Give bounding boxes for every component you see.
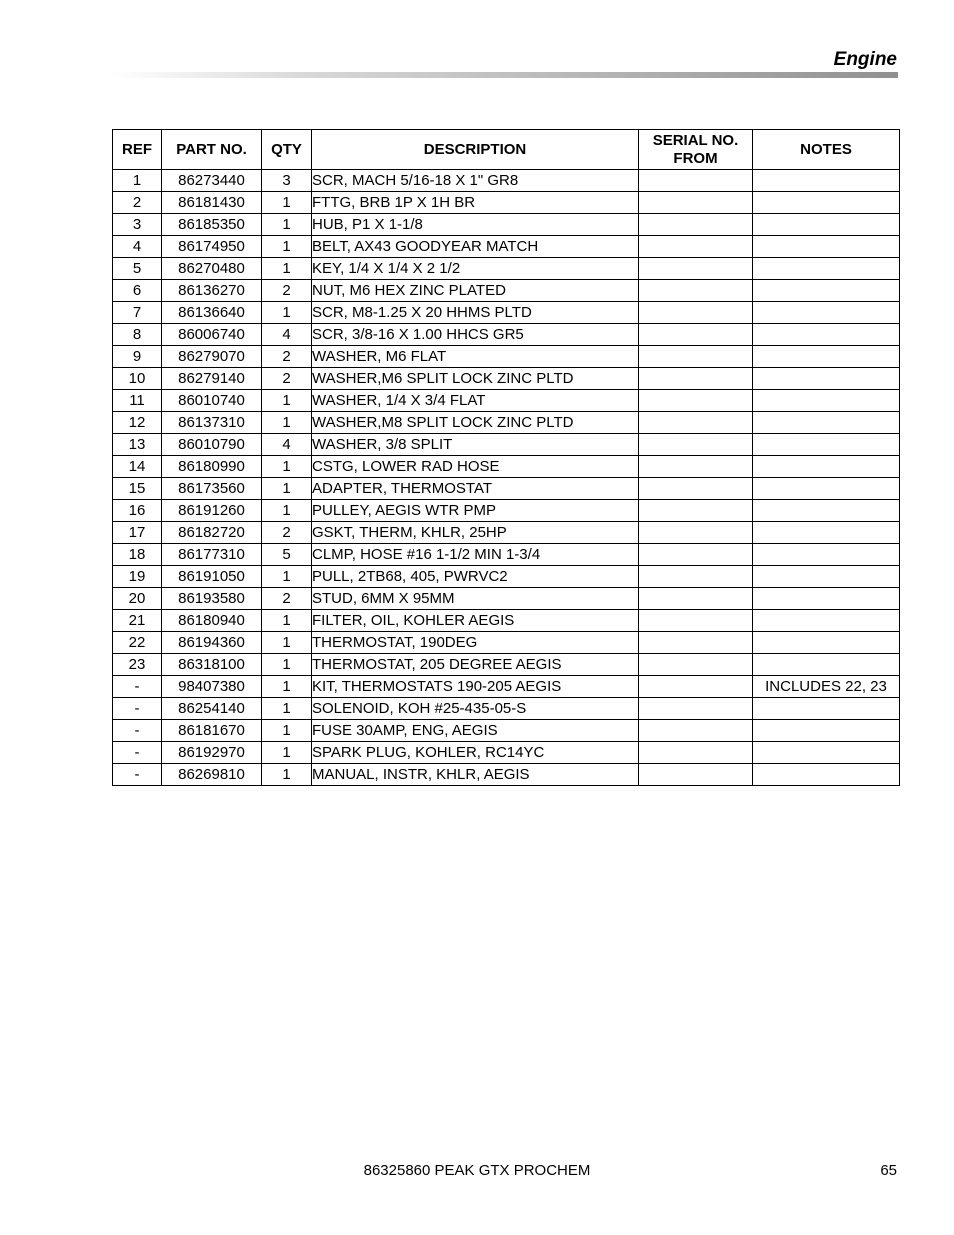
table-row [113,654,900,676]
table-row [113,720,900,742]
cell-serial-no-from [639,214,753,236]
cell-qty: 2 [262,280,312,302]
cell-qty: 2 [262,368,312,390]
cell-ref: 3 [113,214,162,236]
cell-ref: 12 [113,412,162,434]
cell-serial-no-from [639,280,753,302]
cell-serial-no-from [639,368,753,390]
cell-notes [753,632,900,654]
col-header-serial-no-from: SERIAL NO. FROM [639,130,753,170]
cell-qty: 1 [262,236,312,258]
cell-qty: 5 [262,544,312,566]
cell-serial-no-from [639,698,753,720]
cell-description: FUSE 30AMP, ENG, AEGIS [312,720,639,742]
cell-description: MANUAL, INSTR, KHLR, AEGIS [312,764,639,786]
cell-qty: 1 [262,566,312,588]
cell-description: BELT, AX43 GOODYEAR MATCH [312,236,639,258]
cell-ref: 14 [113,456,162,478]
cell-part-no: 86194360 [162,632,262,654]
cell-part-no: 86181430 [162,192,262,214]
cell-part-no: 86191260 [162,500,262,522]
table-row [113,522,900,544]
cell-part-no: 86173560 [162,478,262,500]
cell-notes [753,280,900,302]
cell-part-no: 86136270 [162,280,262,302]
cell-serial-no-from [639,346,753,368]
cell-part-no: 86279140 [162,368,262,390]
cell-ref: - [113,676,162,698]
cell-notes [753,566,900,588]
cell-ref: 11 [113,390,162,412]
table-row [113,676,900,698]
cell-description: FILTER, OIL, KOHLER AEGIS [312,610,639,632]
cell-serial-no-from [639,324,753,346]
cell-description: STUD, 6MM X 95MM [312,588,639,610]
cell-part-no: 86193580 [162,588,262,610]
table-row [113,698,900,720]
cell-qty: 1 [262,214,312,236]
cell-qty: 2 [262,588,312,610]
col-header-part-no: PART NO. [162,130,262,170]
cell-serial-no-from [639,456,753,478]
cell-part-no: 98407380 [162,676,262,698]
cell-description: ADAPTER, THERMOSTAT [312,478,639,500]
cell-part-no: 86180990 [162,456,262,478]
cell-notes [753,456,900,478]
cell-part-no: 86192970 [162,742,262,764]
cell-qty: 1 [262,302,312,324]
table-row [113,478,900,500]
cell-notes: INCLUDES 22, 23 [753,676,900,698]
cell-description: WASHER, 3/8 SPLIT [312,434,639,456]
cell-serial-no-from [639,236,753,258]
cell-description: FTTG, BRB 1P X 1H BR [312,192,639,214]
cell-notes [753,742,900,764]
table-row [113,346,900,368]
col-header-description: DESCRIPTION [312,130,639,170]
cell-notes [753,588,900,610]
cell-part-no: 86182720 [162,522,262,544]
cell-description: SCR, 3/8-16 X 1.00 HHCS GR5 [312,324,639,346]
cell-serial-no-from [639,522,753,544]
cell-description: WASHER,M6 SPLIT LOCK ZINC PLTD [312,368,639,390]
cell-description: KEY, 1/4 X 1/4 X 2 1/2 [312,258,639,280]
cell-notes [753,170,900,192]
cell-part-no: 86269810 [162,764,262,786]
cell-ref: 16 [113,500,162,522]
cell-serial-no-from [639,654,753,676]
cell-ref: - [113,698,162,720]
table-row [113,456,900,478]
table-row [113,214,900,236]
cell-qty: 1 [262,412,312,434]
cell-notes [753,390,900,412]
cell-description: HUB, P1 X 1-1/8 [312,214,639,236]
cell-serial-no-from [639,566,753,588]
header-gradient-rule [112,72,898,78]
cell-ref: 2 [113,192,162,214]
cell-qty: 1 [262,654,312,676]
cell-part-no: 86177310 [162,544,262,566]
cell-qty: 1 [262,390,312,412]
cell-description: SOLENOID, KOH #25-435-05-S [312,698,639,720]
cell-qty: 1 [262,258,312,280]
table-row [113,302,900,324]
cell-serial-no-from [639,390,753,412]
cell-notes [753,610,900,632]
cell-part-no: 86180940 [162,610,262,632]
cell-notes [753,654,900,676]
cell-description: CLMP, HOSE #16 1-1/2 MIN 1-3/4 [312,544,639,566]
cell-serial-no-from [639,742,753,764]
cell-part-no: 86191050 [162,566,262,588]
cell-serial-no-from [639,676,753,698]
cell-qty: 2 [262,346,312,368]
cell-part-no: 86181670 [162,720,262,742]
cell-ref: 1 [113,170,162,192]
cell-ref: - [113,764,162,786]
cell-qty: 1 [262,676,312,698]
cell-part-no: 86273440 [162,170,262,192]
cell-notes [753,434,900,456]
table-row [113,236,900,258]
cell-notes [753,368,900,390]
section-title: Engine [833,49,897,70]
table-row [113,258,900,280]
cell-qty: 1 [262,478,312,500]
cell-notes [753,522,900,544]
cell-notes [753,214,900,236]
table-row [113,742,900,764]
parts-table [112,129,900,786]
table-row [113,588,900,610]
table-header-row [113,130,900,170]
cell-qty: 3 [262,170,312,192]
cell-part-no: 86318100 [162,654,262,676]
cell-description: CSTG, LOWER RAD HOSE [312,456,639,478]
cell-serial-no-from [639,192,753,214]
col-header-qty: QTY [262,130,312,170]
cell-qty: 1 [262,720,312,742]
cell-ref: 18 [113,544,162,566]
cell-ref: 15 [113,478,162,500]
cell-serial-no-from [639,544,753,566]
table-row [113,566,900,588]
cell-notes [753,302,900,324]
cell-notes [753,412,900,434]
cell-serial-no-from [639,258,753,280]
table-row [113,192,900,214]
cell-ref: 23 [113,654,162,676]
cell-qty: 1 [262,192,312,214]
cell-qty: 1 [262,764,312,786]
cell-qty: 4 [262,324,312,346]
cell-part-no: 86185350 [162,214,262,236]
table-row [113,500,900,522]
table-row [113,280,900,302]
cell-qty: 4 [262,434,312,456]
cell-ref: 5 [113,258,162,280]
parts-table-body [113,170,900,786]
cell-serial-no-from [639,302,753,324]
table-row [113,324,900,346]
cell-notes [753,500,900,522]
cell-description: WASHER,M8 SPLIT LOCK ZINC PLTD [312,412,639,434]
cell-ref: 17 [113,522,162,544]
cell-qty: 1 [262,742,312,764]
cell-ref: 8 [113,324,162,346]
cell-part-no: 86137310 [162,412,262,434]
cell-serial-no-from [639,610,753,632]
table-row [113,632,900,654]
cell-ref: 13 [113,434,162,456]
cell-ref: 9 [113,346,162,368]
cell-serial-no-from [639,478,753,500]
cell-description: WASHER, 1/4 X 3/4 FLAT [312,390,639,412]
cell-part-no: 86006740 [162,324,262,346]
cell-notes [753,258,900,280]
cell-description: THERMOSTAT, 190DEG [312,632,639,654]
cell-serial-no-from [639,764,753,786]
cell-qty: 1 [262,610,312,632]
cell-ref: 19 [113,566,162,588]
cell-part-no: 86254140 [162,698,262,720]
cell-part-no: 86174950 [162,236,262,258]
cell-serial-no-from [639,588,753,610]
table-row [113,412,900,434]
cell-description: GSKT, THERM, KHLR, 25HP [312,522,639,544]
cell-part-no: 86010740 [162,390,262,412]
table-row [113,764,900,786]
cell-ref: 21 [113,610,162,632]
cell-serial-no-from [639,412,753,434]
cell-notes [753,346,900,368]
cell-description: NUT, M6 HEX ZINC PLATED [312,280,639,302]
cell-description: SCR, MACH 5/16-18 X 1" GR8 [312,170,639,192]
footer-document-title: 86325860 PEAK GTX PROCHEM [363,1162,591,1179]
table-row [113,610,900,632]
cell-notes [753,478,900,500]
table-row [113,170,900,192]
cell-ref: 22 [113,632,162,654]
cell-ref: 6 [113,280,162,302]
cell-part-no: 86136640 [162,302,262,324]
cell-ref: 20 [113,588,162,610]
cell-part-no: 86279070 [162,346,262,368]
cell-serial-no-from [639,632,753,654]
cell-ref: - [113,742,162,764]
cell-notes [753,764,900,786]
cell-description: PULL, 2TB68, 405, PWRVC2 [312,566,639,588]
cell-description: KIT, THERMOSTATS 190-205 AEGIS [312,676,639,698]
cell-notes [753,236,900,258]
cell-qty: 2 [262,522,312,544]
cell-part-no: 86010790 [162,434,262,456]
table-row [113,390,900,412]
cell-notes [753,544,900,566]
table-row [113,368,900,390]
col-header-notes: NOTES [753,130,900,170]
cell-description: SCR, M8-1.25 X 20 HHMS PLTD [312,302,639,324]
cell-ref: 10 [113,368,162,390]
cell-ref: 4 [113,236,162,258]
cell-description: THERMOSTAT, 205 DEGREE AEGIS [312,654,639,676]
cell-notes [753,698,900,720]
cell-description: WASHER, M6 FLAT [312,346,639,368]
cell-part-no: 86270480 [162,258,262,280]
cell-qty: 1 [262,456,312,478]
page-number: 65 [880,1162,897,1179]
cell-serial-no-from [639,720,753,742]
cell-serial-no-from [639,500,753,522]
cell-description: SPARK PLUG, KOHLER, RC14YC [312,742,639,764]
cell-notes [753,324,900,346]
table-row [113,544,900,566]
cell-ref: 7 [113,302,162,324]
cell-notes [753,192,900,214]
cell-serial-no-from [639,170,753,192]
cell-qty: 1 [262,698,312,720]
table-row [113,434,900,456]
cell-qty: 1 [262,632,312,654]
cell-qty: 1 [262,500,312,522]
cell-ref: - [113,720,162,742]
cell-serial-no-from [639,434,753,456]
col-header-ref: REF [113,130,162,170]
cell-notes [753,720,900,742]
cell-description: PULLEY, AEGIS WTR PMP [312,500,639,522]
